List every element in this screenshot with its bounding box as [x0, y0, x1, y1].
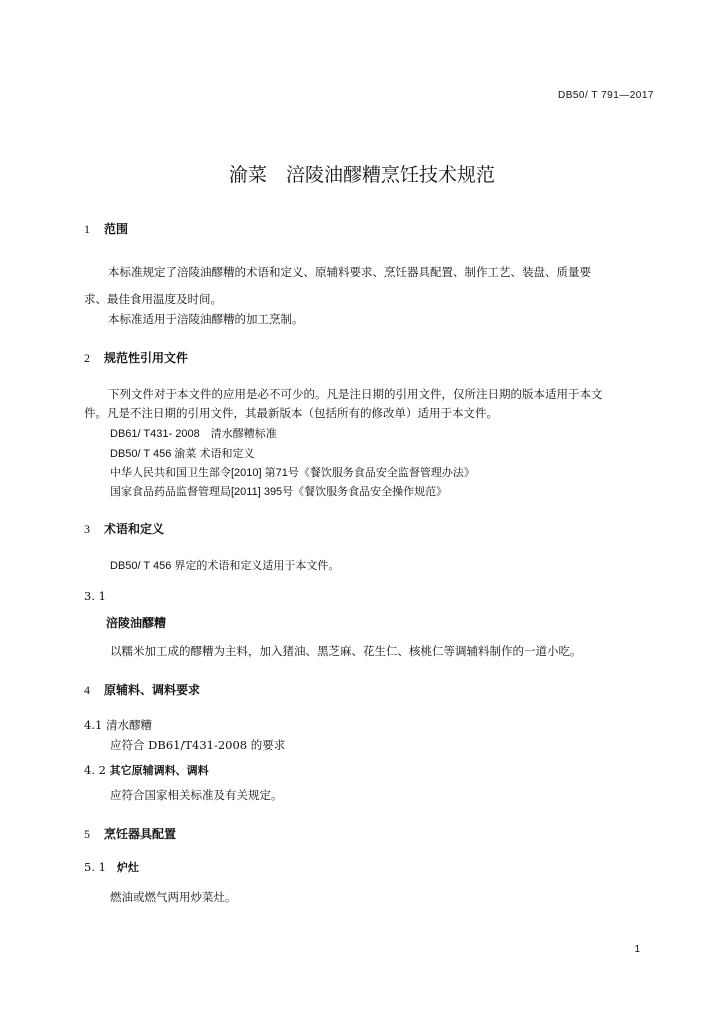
section-number: 2 [84, 351, 90, 365]
section-2-paragraph-line: 件。凡是不注日期的引用文件，其最新版本（包括所有的修改单）适用于本文件。 [84, 406, 498, 420]
section-title: 术语和定义 [104, 522, 165, 536]
section-3-paragraph: DB50/ T 456 界定的术语和定义适用于本文件。 [110, 560, 340, 572]
subsection-4-2-heading [84, 762, 209, 778]
section-4-heading [84, 681, 200, 698]
section-5-heading [84, 825, 176, 842]
subsection-title: 清水醪糟 [105, 718, 152, 732]
subsection-5-1-text: 燃油或燃气两用炒菜灶。 [110, 890, 237, 904]
document-title: 渝菜 涪陵油醪糟烹饪技术规范 [228, 164, 495, 186]
term-definition: 以糯米加工成的醪糟为主料，加入猪油、黑芝麻、花生仁、核桃仁等调辅料制作的一道小吃。 [110, 644, 582, 658]
reference-item: DB61/ T431- 2008 清水醪糟标准 [110, 428, 277, 440]
section-1-heading [84, 220, 128, 237]
section-number: 5 [84, 827, 90, 841]
term-name: 涪陵油醪糟 [106, 616, 167, 630]
standard-code: DB50/ T 791—2017 [557, 90, 654, 101]
subsection-number: 5. 1 [84, 860, 106, 874]
section-1-paragraph-line: 本标准规定了涪陵油醪糟的术语和定义、原辅料要求、烹饪器具配置、制作工艺、装盘、质量要 [108, 265, 591, 279]
subsection-5-1-heading [84, 859, 139, 875]
subsection-title: 其它原辅调料、调料 [109, 764, 209, 777]
section-2-heading [84, 349, 188, 366]
reference-item: 中华人民共和国卫生部令[2010] 第71号《餐饮服务食品安全监督管理办法》 [110, 467, 475, 479]
subsection-4-2-text: 应符合国家相关标准及有关规定。 [110, 788, 283, 802]
subsection-number: 4. 2 [84, 763, 106, 777]
section-1-paragraph-line: 求、最佳食用温度及时间。 [84, 292, 222, 306]
section-title: 范围 [104, 222, 129, 236]
term-number: 3. 1 [84, 589, 106, 603]
section-1-paragraph: 本标准适用于涪陵油醪糟的加工烹制。 [108, 312, 304, 326]
reference-item: 国家食品药品监督管理局[2011] 395号《餐饮服务食品安全操作规范》 [110, 486, 448, 498]
section-title: 规范性引用文件 [104, 351, 189, 365]
subsection-4-1-text: 应符合 DB61/T431-2008 的要求 [110, 738, 286, 752]
reference-item: DB50/ T 456 渝菜 术语和定义 [110, 448, 255, 460]
section-number: 1 [84, 222, 90, 236]
subsection-4-1-heading [84, 717, 152, 733]
section-3-heading [84, 520, 164, 537]
subsection-title: 炉灶 [116, 861, 139, 874]
section-number: 4 [84, 683, 90, 697]
subsection-number: 4.1 [84, 718, 103, 732]
section-2-paragraph-line: 下列文件对于本文件的应用是必不可少的。凡是注日期的引用文件，仅所注日期的版本适用于本文 [108, 387, 603, 401]
section-title: 烹饪器具配置 [104, 827, 177, 841]
section-number: 3 [84, 522, 90, 536]
page-number: 1 [634, 944, 640, 955]
section-title: 原辅料、调料要求 [104, 683, 201, 697]
